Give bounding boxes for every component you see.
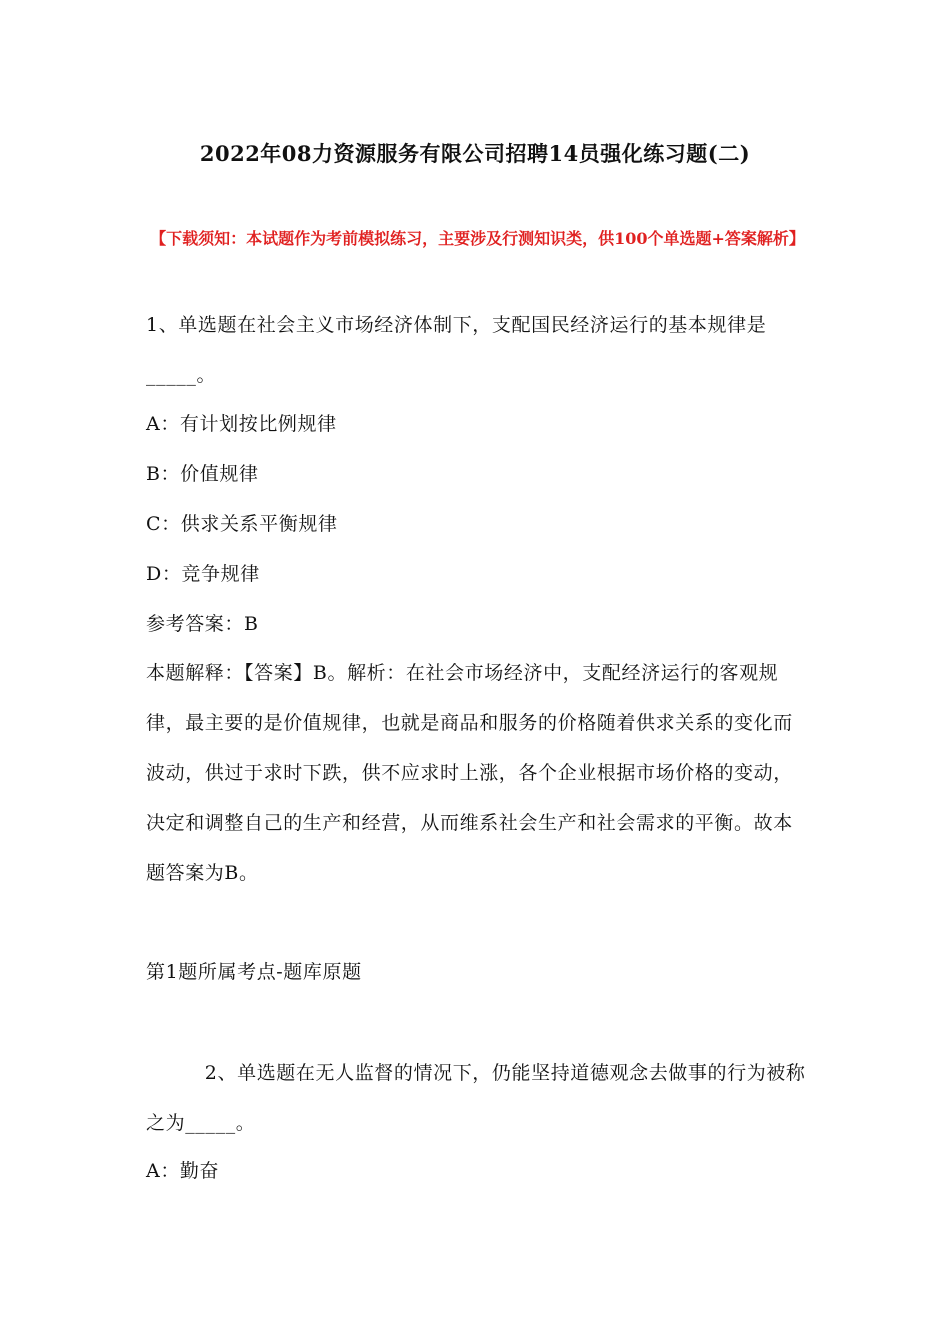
question-1-answer: 参考答案：B: [146, 613, 259, 635]
question-1-option-a: A：有计划按比例规律: [146, 413, 337, 435]
question-2-stem: 2、单选题在无人监督的情况下，仍能坚持道德观念去做事的行为被称之为_____。: [146, 1062, 806, 1134]
question-2-option-a: A：勤奋: [146, 1160, 220, 1182]
question-1-knowledge-point: 第1题所属考点-题库原题: [146, 961, 362, 983]
question-1-option-b: B：价值规律: [146, 463, 259, 485]
document-title: 2022年08力资源服务有限公司招聘14员强化练习题(二): [199, 141, 751, 166]
question-1-stem: 1、单选题在社会主义市场经济体制下，支配国民经济运行的基本规律是_____。: [146, 314, 767, 386]
question-1-explanation: 本题解释：【答案】B。解析：在社会市场经济中，支配经济运行的客观规律，最主要的是价值规律，也就是商品和服务的价格随着供求关系的变化而波动，供过于求时下跌，供不应求时上涨，各个企业根据市场价格的变动，决定和调整自己的生产和经营，从而维系社会生产和社会需求的平衡。故本题答案为B。: [146, 662, 793, 884]
download-notice: 【下载须知：本试题作为考前模拟练习，主要涉及行测知识类，供100个单选题+答案解析】: [150, 229, 805, 248]
question-1-option-c: C：供求关系平衡规律: [146, 513, 338, 535]
question-1-option-d: D：竞争规律: [146, 563, 260, 585]
